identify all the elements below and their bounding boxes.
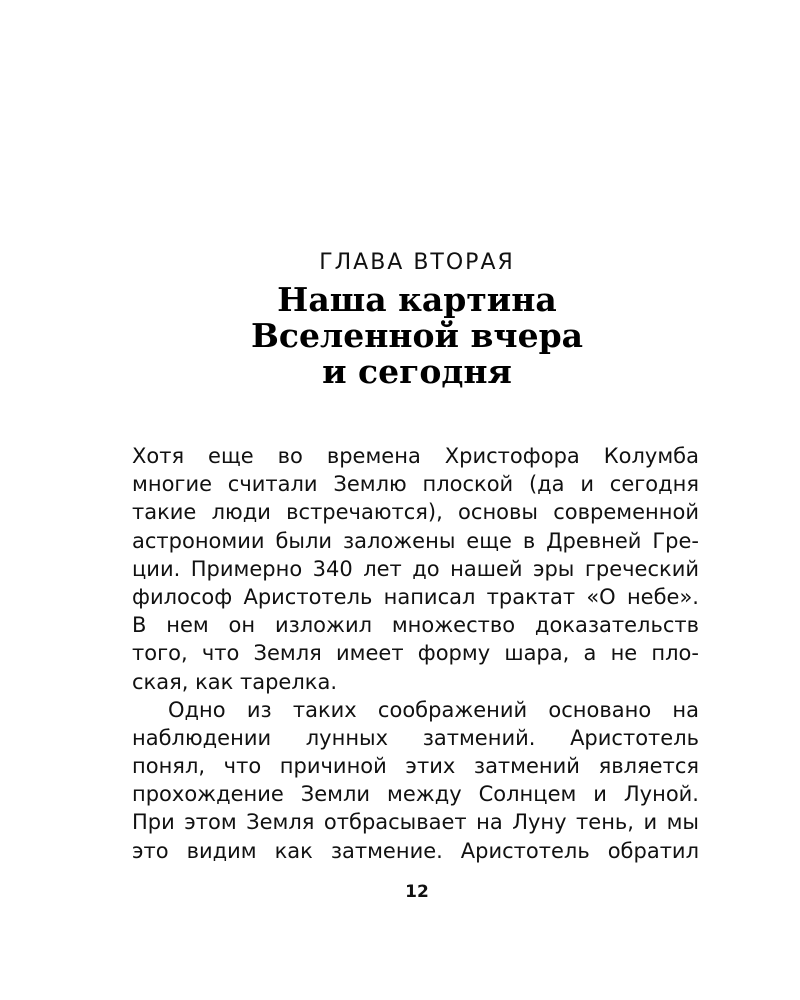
chapter-title-line: Наша картина bbox=[277, 280, 557, 319]
text-line: В нем он изложил множество доказательств bbox=[132, 613, 699, 638]
text-line: многие считали Землю плоской (да и сегодня bbox=[132, 472, 699, 497]
text-line: астрономии были заложены еще в Древней Гре- bbox=[132, 528, 699, 553]
text-line: ции. Примерно 340 лет до нашей эры греческий bbox=[132, 556, 699, 581]
text-line: При этом Земля отбрасывает на Луну тень, и мы bbox=[132, 810, 699, 835]
chapter-title-line: Вселенной вчера bbox=[250, 316, 584, 355]
text-line: философ Аристотель написал трактат «О небе». bbox=[132, 584, 699, 609]
body-text bbox=[132, 442, 699, 865]
chapter-title-line: и сегодня bbox=[322, 352, 512, 391]
chapter-label: ГЛАВА ВТОРАЯ bbox=[319, 250, 515, 275]
text-line: прохождение Земли между Солнцем и Луной. bbox=[132, 782, 699, 807]
text-line: наблюдении лунных затмений. Аристотель bbox=[132, 725, 699, 750]
page-number: 12 bbox=[405, 882, 429, 902]
text-line: понял, что причиной этих затмений является bbox=[132, 754, 699, 779]
text-line: такие люди встречаются), основы современной bbox=[132, 500, 699, 525]
chapter-title bbox=[0, 282, 800, 390]
text-line: Хотя еще во времена Христофора Колумба bbox=[132, 444, 699, 468]
text-line: того, что Земля имеет форму шара, а не пло- bbox=[132, 641, 699, 666]
text-line: это видим как затмение. Аристотель обратил bbox=[132, 838, 699, 863]
text-line: ская, как тарелка. bbox=[132, 669, 337, 694]
text-line: Одно из таких соображений основано на bbox=[168, 697, 699, 722]
